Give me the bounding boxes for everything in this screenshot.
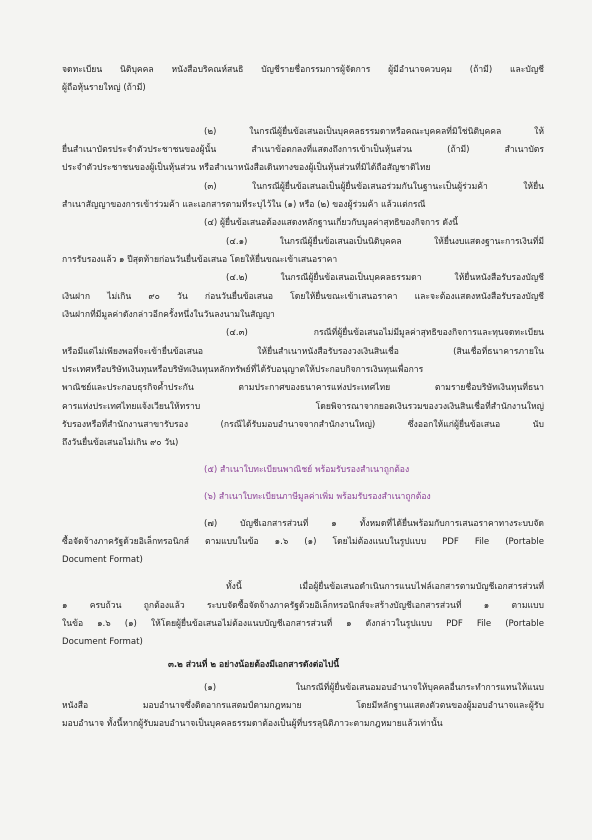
text-line: ในข้อ ๑.๖ (๑) ให้โดยผู้ยื่นข้อเสนอไม่ต้องแนบบัญชีเอกสารส่วนที่ ๑ ดังกล่าวในรูปแบบ PDF File (Portable bbox=[62, 619, 544, 629]
section-heading: ๓.๒ ส่วนที่ ๒ อย่างน้อยต้องมีเอกสารดังต่อไปนี้ bbox=[168, 660, 340, 670]
text-line: จดทะเบียน นิติบุคคล หนังสือบริคณห์สนธิ บัญชีรายชื่อกรรมการผู้จัดการ ผู้มีอำนาจควบคุม (ถ้ามี) และบัญชี bbox=[62, 65, 544, 75]
text-line: (๓) ในกรณีผู้ยื่นข้อเสนอเป็นผู้ยื่นข้อเสนอร่วมกันในฐานะเป็นผู้ร่วมค้า ให้ยื่น bbox=[204, 182, 544, 192]
text-line: มอบอำนาจ ทั้งนี้หากผู้รับมอบอำนาจเป็นบุคคลธรรมดาต้องเป็นผู้ที่บรรลุนิติภาวะตามกฎหมายแล้วเท่านั้น bbox=[62, 719, 443, 729]
text-line: ประเทศหรือบริษัทเงินทุนหรือบริษัทเงินทุนหลักทรัพย์ที่ได้รับอนุญาตให้ประกอบกิจการเงินทุนเพื่อการ bbox=[62, 365, 424, 375]
text-line: การรับรองแล้ว ๑ ปีสุดท้ายก่อนวันยื่นข้อเสนอ โดยให้ยื่นขณะเข้าเสนอราคา bbox=[62, 255, 338, 265]
text-line: ถึงวันยื่นข้อเสนอไม่เกิน ๙๐ วัน) bbox=[62, 438, 179, 448]
text-line: ซื้อจัดจ้างภาครัฐด้วยอิเล็กทรอนิกส์ ตามแบบในข้อ ๑.๖ (๑) โดยไม่ต้องแนบในรูปแบบ PDF File (Portable bbox=[62, 537, 544, 547]
text-line: รับรองหรือที่สำนักงานสาขารับรอง (กรณีได้รับมอบอำนาจจากสำนักงานใหญ่) ซึ่งออกให้แก่ผู้ยื่นข้อเสนอ นับ bbox=[62, 420, 544, 430]
text-line: ผู้ถือหุ้นรายใหญ่ (ถ้ามี) bbox=[62, 83, 146, 93]
text-line: ยื่นสำเนาบัตรประจำตัวประชาชนของผู้นั้น สำเนาข้อตกลงที่แสดงถึงการเข้าเป็นหุ้นส่วน (ถ้ามี) สำเนาบัตร bbox=[62, 145, 544, 155]
text-line: สำเนาสัญญาของการเข้าร่วมค้า และเอกสารตามที่ระบุไว้ใน (๑) หรือ (๒) ของผู้ร่วมค้า แล้วแต่กรณี bbox=[62, 200, 426, 210]
text-line: เงินฝากที่มีมูลค่าดังกล่าวอีกครั้งหนึ่งในวันลงนามในสัญญา bbox=[62, 310, 275, 320]
text-line: (๔.๓) กรณีที่ผู้ยื่นข้อเสนอไม่มีมูลค่าสุทธิของกิจการและทุนจดทะเบียน bbox=[226, 328, 544, 338]
text-line: พาณิชย์และประกอบธุรกิจค้ำประกัน ตามประกาศของธนาคารแห่งประเทศไทย ตามรายชื่อบริษัทเงินทุนที่ธนา bbox=[62, 383, 544, 393]
text-line: (๒) ในกรณีผู้ยื่นข้อเสนอเป็นบุคคลธรรมดาหรือคณะบุคคลที่มิใช่นิติบุคคล ให้ bbox=[204, 127, 544, 137]
text-line: (๗) บัญชีเอกสารส่วนที่ ๑ ทั้งหมดที่ได้ยื่นพร้อมกับการเสนอราคาทางระบบจัด bbox=[204, 519, 544, 529]
text-line: ๑ ครบถ้วน ถูกต้องแล้ว ระบบจัดซื้อจัดจ้างภาครัฐด้วยอิเล็กทรอนิกส์จะสร้างบัญชีเอกสารส่วนที่ ๑ ตามแบบ bbox=[62, 601, 544, 611]
text-line: Document Format) bbox=[62, 555, 143, 565]
text-line: (๔.๑) ในกรณีผู้ยื่นข้อเสนอเป็นนิติบุคคล ให้ยื่นงบแสดงฐานะการเงินที่มี bbox=[226, 237, 544, 247]
text-line: ประจำตัวประชาชนของผู้เป็นหุ้นส่วน หรือสำเนาหนังสือเดินทางของผู้เป็นหุ้นส่วนที่มิได้ถือสัญชาติไทย bbox=[62, 163, 431, 173]
text-line: เงินฝาก ไม่เกิน ๙๐ วัน ก่อนวันยื่นข้อเสนอ โดยให้ยื่นขณะเข้าเสนอราคา และจะต้องแสดงหนังสือรับรองบัญชี bbox=[62, 292, 544, 302]
text-line: คารแห่งประเทศไทยแจ้งเวียนให้ทราบ โดยพิจารณาจากยอดเงินรวมของวงเงินสินเชื่อที่สำนักงานใหญ่ bbox=[62, 402, 544, 412]
text-line: Document Format) bbox=[62, 637, 143, 647]
text-line: ทั้งนี้ เมื่อผู้ยื่นข้อเสนอดำเนินการแนบไฟล์เอกสารตามบัญชีเอกสารส่วนที่ bbox=[226, 582, 544, 592]
text-line: หรือมีแต่ไม่เพียงพอที่จะเข้ายื่นข้อเสนอ ให้ยื่นสำเนาหนังสือรับรองวงเงินสินเชื่อ (สินเชื่อที่ธนาคารภายใน bbox=[62, 347, 544, 357]
text-line: (๕) สำเนาใบทะเบียนพาณิชย์ พร้อมรับรองสำเนาถูกต้อง bbox=[204, 465, 410, 475]
text-line: (๑) ในกรณีที่ผู้ยื่นข้อเสนอมอบอำนาจให้บุคคลอื่นกระทำการแทนให้แนบ bbox=[204, 683, 544, 693]
text-line: (๔.๒) ในกรณีผู้ยื่นข้อเสนอเป็นบุคคลธรรมดา ให้ยื่นหนังสือรับรองบัญชี bbox=[226, 273, 544, 283]
text-line: (๖) สำเนาใบทะเบียนภาษีมูลค่าเพิ่ม พร้อมรับรองสำเนาถูกต้อง bbox=[204, 492, 431, 502]
text-line: (๔) ผู้ยื่นข้อเสนอต้องแสดงหลักฐานเกี่ยวกับมูลค่าสุทธิของกิจการ ดังนี้ bbox=[204, 218, 459, 228]
text-line: หนังสือ มอบอำนาจซึ่งติดอากรแสตมป์ตามกฎหมาย โดยมีหลักฐานแสดงตัวตนของผู้มอบอำนาจและผู้รับ bbox=[62, 701, 544, 711]
